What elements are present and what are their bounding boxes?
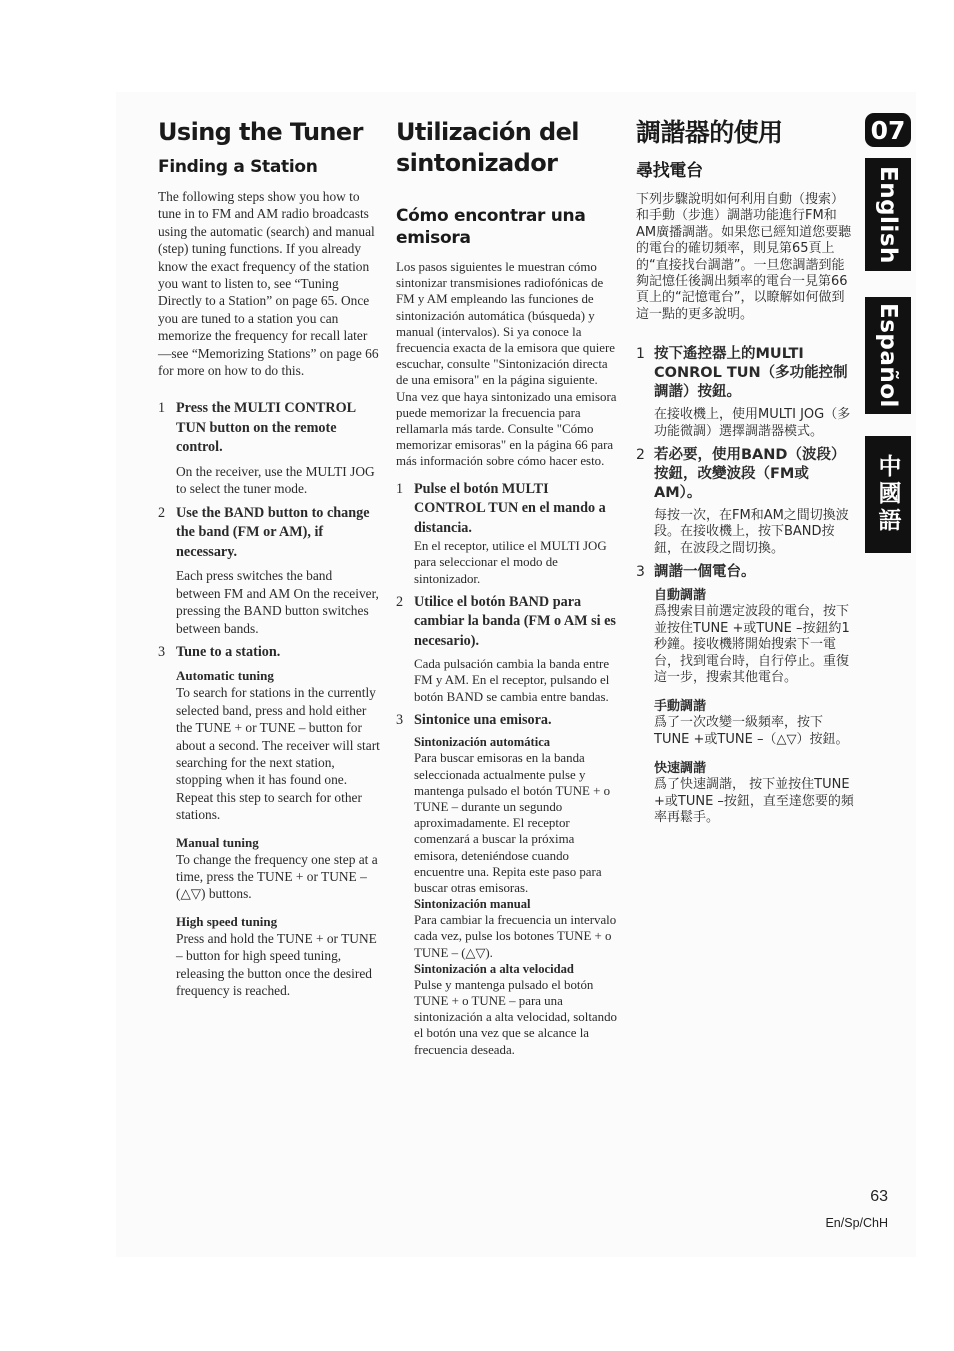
tuning-text-high-speed: 爲了快速調諧， 按下並按住TUNE +或TUNE –按鈕，直至達您要的頻率再鬆手。 [654, 777, 854, 825]
step-number: 1 [396, 480, 404, 497]
tuning-heading-automatic: Sintonización automática [414, 735, 551, 750]
chinese-subtitle: 尋找電台 [636, 161, 703, 181]
step-title: Pulse el botón MULTI CONTROL TUN en el mando a distancia. [414, 480, 606, 536]
step-title: 調諧一個電台。 [654, 564, 756, 581]
chinese-step-3 [636, 563, 854, 826]
spanish-title: Utilización del sintonizador [396, 118, 579, 177]
spanish-intro: Los pasos siguientes le muestran cómo sintonizar transmisiones radiofónicas de FM y AM empleando las funciones de sintonización automática (búsqueda) y manual (intervalos). Si ya conoce la frecuencia exacta de la emisora que quiere escuchar, consulte "Sintonización directa de una emisora" en la página siguiente. Una vez que haya sintonizado una emisora puede memorizar la frecuencia para rellamarla más tarde. Consulte "Cómo memorizar emisoras" en la página 66 para más información sobre cómo hacer esto. [396, 260, 617, 469]
spanish-subtitle: Cómo encontrar una emisora [396, 206, 586, 248]
english-title: Using the Tuner [158, 118, 363, 146]
tuning-text-automatic: To search for stations in the currently selected band, press and hold either the TUNE + or TUNE – button for about a second. The receiver will start searching for the next station, stopping when it has found one. Repeat this step to search for other stations. [176, 685, 380, 823]
english-column [158, 117, 380, 1006]
step-number: 2 [636, 447, 645, 464]
step-body: En el receptor, utilice el MULTI JOG para seleccionar el modo de sintonizador. [414, 539, 607, 586]
page-number: 63 [870, 1188, 888, 1205]
tuning-heading-high-speed: 快速調諧 [654, 761, 707, 777]
step-title: 按下遙控器上的MULTI CONROL TUN（多功能控制調諧）按鈕。 [654, 346, 848, 401]
english-tuning-methods [176, 667, 380, 999]
step-body: Cada pulsación cambia la banda entre FM y AM. En el receptor, pulsando el botón BAND se cambia entre bandas. [414, 657, 610, 704]
step-number: 1 [636, 346, 645, 363]
step-title: Utilice el botón BAND para cambiar la banda (FM o AM si es necesario). [414, 593, 616, 649]
chapter-number: 07 [870, 115, 906, 145]
language-tab-english [865, 158, 911, 271]
step-number: 1 [158, 400, 166, 417]
step-title: Use the BAND button to change the band (FM or AM), if necessary. [176, 504, 370, 560]
step-body: 每按一次，在FM和AM之間切換波段。在接收機上，按下BAND按鈕，在波段之間切換。 [654, 508, 849, 556]
language-tab-label: Español [875, 303, 901, 408]
tuning-text-automatic: 爲搜索目前選定波段的電台，按下並按住TUNE +或TUNE –按鈕約1秒鐘。接收機將開始搜索下一電台，找到電台時，自行停止。重復這一步，搜索其他電台。 [654, 604, 850, 685]
tuning-heading-high-speed: Sintonización a alta velocidad [414, 961, 574, 976]
english-step-3 [158, 643, 380, 1000]
step-number: 3 [396, 711, 404, 728]
english-step-2 [158, 504, 380, 637]
step-title: 若必要，使用BAND（波段）按鈕，改變波段（FM或AM）。 [654, 447, 846, 502]
step-number: 3 [636, 564, 645, 581]
step-title: Sintonice una emisora. [414, 711, 552, 728]
english-step-1 [158, 399, 380, 497]
language-tab-chinese [865, 436, 911, 553]
step-title: Tune to a station. [176, 643, 281, 660]
english-subtitle: Finding a Station [158, 157, 318, 177]
spanish-step-3 [396, 711, 618, 1058]
language-tab-label: English [875, 165, 901, 264]
tuning-text-manual: Para cambiar la frecuencia un intervalo cada vez, pulse los botones TUNE + o TUNE – (△▽). [414, 913, 617, 960]
spanish-tuning-methods [414, 734, 618, 1057]
step-body: 在接收機上，使用MULTI JOG（多功能微調）選擇調諧器模式。 [654, 407, 851, 439]
step-number: 2 [396, 593, 404, 610]
tuning-text-high-speed: Press and hold the TUNE + or TUNE – button for high speed tuning, releasing the button once the desired frequency is reached. [176, 930, 377, 999]
chinese-step-1 [636, 345, 854, 440]
tuning-heading-high-speed: High speed tuning [176, 913, 278, 929]
english-intro: The following steps show you how to tune in to FM and AM radio broadcasts using the automatic (search) and manual (step) tuning functions. If you already know the exact frequency of the station you want to listen to, see “Tuning Directly to a Station” on page 65. Once you are tuned to a station you can memorize the frequency for recall later—see “Memorizing Stations” on page 66 for more on how to do this. [158, 189, 379, 379]
spanish-step-2 [396, 593, 618, 705]
step-title: Press the MULTI CONTROL TUN button on the remote control. [176, 400, 356, 456]
tuning-heading-manual: Sintonización manual [414, 897, 531, 912]
chinese-tuning-methods [654, 587, 854, 826]
tuning-text-manual: 爲了一次改變一級頻率，按下TUNE +或TUNE –（△▽）按鈕。 [654, 715, 849, 747]
tuning-text-automatic: Para buscar emisoras en la banda seleccionada actualmente pulse y mantenga pulsado el botón TUNE + o TUNE – durante un segundo aproximadamente. El receptor comenzará a buscar la próxima emisora, deteniéndose cuando encuentre una. Repita este paso para buscar otras emisoras. [414, 751, 611, 895]
chinese-intro: 下列步驟說明如何利用自動（搜索）和手動（步進）調諧功能進行FM和AM廣播調諧。如果您已經知道您要聽的電台的確切頻率，則見第65頁上的“直接找台調諧”。一旦您調諧到能夠記憶任後調出頻率的電台一見第66頁上的“記憶電台”，以瞭解如何做到這一點的更多說明。 [636, 192, 852, 322]
step-number: 2 [158, 504, 166, 521]
tuning-text-high-speed: Pulse y mantenga pulsado el botón TUNE + o TUNE – para una sintonización a alta velocidad, soltando el botón una vez que se alcance la frecuencia deseada. [414, 977, 617, 1057]
page-language-codes: En/Sp/ChH [825, 1216, 888, 1230]
language-tab-label: 中國語 [874, 454, 901, 535]
chinese-title: 調諧器的使用 [636, 118, 783, 147]
chinese-column [636, 117, 854, 832]
step-body: Each press switches the band between FM and AM On the receiver, pressing the BAND button switches between bands. [176, 568, 379, 636]
language-tab-spanish [865, 297, 911, 414]
spanish-step-1 [396, 480, 618, 587]
chapter-number-badge [865, 113, 911, 147]
spanish-column [396, 117, 618, 1064]
tuning-heading-manual: 手動調諧 [654, 699, 707, 715]
tuning-heading-automatic: Automatic tuning [176, 668, 274, 684]
tuning-heading-automatic: 自動調諧 [654, 588, 707, 604]
step-number: 3 [158, 643, 166, 660]
tuning-text-manual: To change the frequency one step at a time, press the TUNE + or TUNE – (△▽) buttons. [176, 851, 378, 902]
tuning-heading-manual: Manual tuning [176, 834, 259, 850]
step-body: On the receiver, use the MULTI JOG to select the tuner mode. [176, 463, 375, 497]
chinese-step-2 [636, 446, 854, 557]
